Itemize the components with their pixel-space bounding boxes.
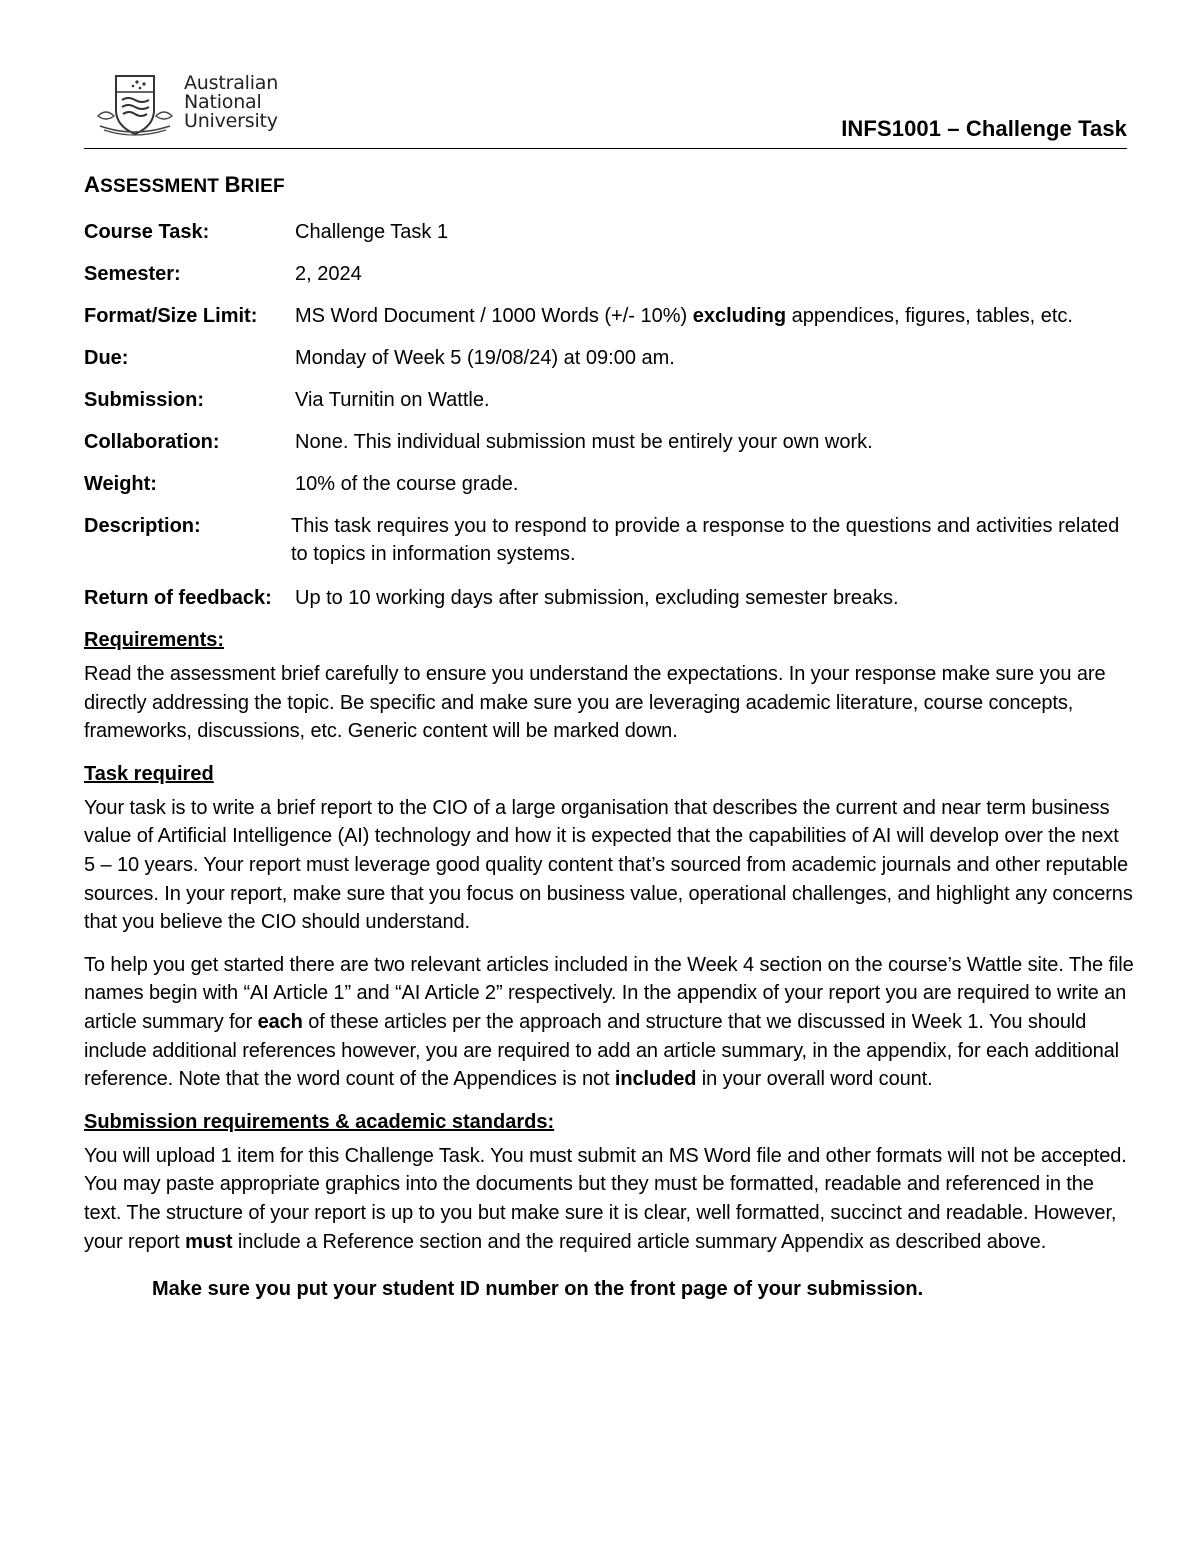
assessment-brief-heading: ASSESSMENT BRIEF [84,172,285,197]
info-label: Submission: [84,389,205,411]
info-value: This task requires you to respond to provide a response to the questions and activities related to topics in information systems. [291,515,1120,565]
info-value: Monday of Week 5 (19/08/24) at 09:00 am. [295,347,675,369]
info-value: 2, 2024 [295,263,362,285]
info-label: Format/Size Limit: [84,305,258,327]
info-value: Via Turnitin on Wattle. [295,389,490,411]
info-label: Collaboration: [84,431,220,453]
info-label: Semester: [84,263,181,285]
info-value: None. This individual submission must be entirely your own work. [295,431,873,453]
task-required-heading: Task required [84,762,214,785]
course-title: INFS1001 – Challenge Task [841,116,1127,141]
info-value: Up to 10 working days after submission, excluding semester breaks. [295,587,899,609]
info-row-collaboration [84,428,1134,470]
task-paragraph-2: To help you get started there are two relevant articles included in the Week 4 section on the course’s Wattle site. The file names begin with “AI Article 1” and “AI Article 2” respectively. In the appendix of your report you are required to write an article summary for each of these articles per the approach and structure that we discussed in Week 1. You should include additional references however, you are required to add an article summary, in the appendix, for each additional reference. Note that the word count of the Appendices is not included in your overall word count. [84,953,1134,1091]
info-row-due [84,344,1134,386]
info-row-semester [84,260,1134,302]
student-id-reminder: Make sure you put your student ID number on the front page of your submission. [152,1278,924,1301]
requirements-text: Read the assessment brief carefully to ensure you understand the expectations. In your response make sure you are directly addressing the topic. Be specific and make sure you are leveraging academic literature, course concepts, frameworks, discussions, etc. Generic content will be marked down. [84,663,1106,743]
info-label: Course Task: [84,221,210,243]
info-row-course-task [84,218,1134,260]
info-row-format [84,302,1134,344]
logo-line-3: University [184,110,278,132]
logo-line-2: National [184,91,262,113]
anu-wordmark [184,74,278,131]
info-label: Weight: [84,473,157,495]
anu-logo [92,72,278,138]
logo-line-1: Australian [184,72,279,94]
info-value: MS Word Document / 1000 Words (+/- 10%) excluding appendices, figures, tables, etc. [295,305,1073,327]
submission-requirements-heading: Submission requirements & academic standards: [84,1110,555,1133]
info-row-description [84,512,1134,584]
requirements-heading: Requirements: [84,629,225,651]
info-row-weight [84,470,1134,512]
info-label: Description: [84,515,201,537]
submission-requirements-text: You will upload 1 item for this Challenge Task. You must submit an MS Word file and other formats will not be accepted. You may paste appropriate graphics into the documents but they must be formatted, readable and referenced in the text. The structure of your report is up to you but make sure it is clear, well formatted, succinct and readable. However, your report must include a Reference section and the required article summary Appendix as described above. [84,1144,1127,1253]
document-header [84,70,1127,149]
info-label: Due: [84,347,129,369]
info-row-feedback [84,584,1134,626]
info-value: Challenge Task 1 [295,221,449,243]
info-value: 10% of the course grade. [295,473,519,495]
anu-crest-icon [92,72,176,138]
document-body [84,172,1134,1301]
task-paragraph-1: Your task is to write a brief report to the CIO of a large organisation that describes the current and near term business value of Artificial Intelligence (AI) technology and how it is expected that the capabilities of AI will develop over the next 5 – 10 years. Your report must leverage good quality content that’s sourced from academic journals and other reputable sources. In your report, make sure that you focus on business value, operational challenges, and highlight any concerns that you believe the CIO should understand. [84,796,1133,934]
info-row-submission [84,386,1134,428]
info-label: Return of feedback: [84,587,272,609]
